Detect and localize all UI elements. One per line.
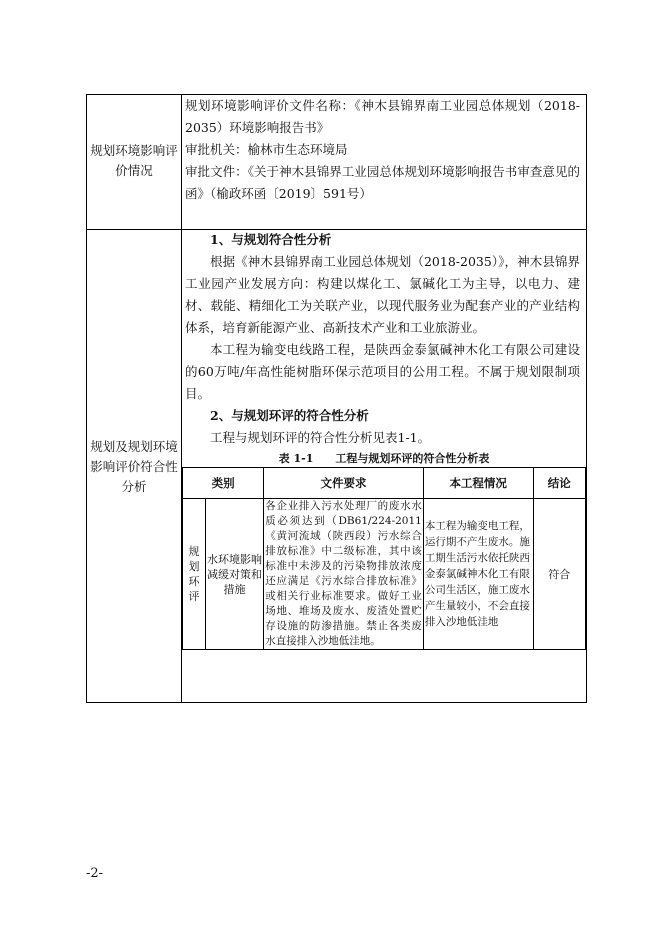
plan-file-name: 规划环境影响评价文件名称：《神木县锦界南工业园总体规划（2018-2035）环境影响报告书》 bbox=[185, 98, 580, 135]
section2-content bbox=[182, 229, 586, 650]
cell-conclusion: 符合 bbox=[533, 499, 585, 650]
section1-content bbox=[182, 95, 586, 205]
table-row bbox=[183, 499, 586, 650]
page-number: -2- bbox=[86, 866, 104, 881]
section1-label: 规划环境影响评价情况 bbox=[90, 143, 178, 178]
compliance-table bbox=[182, 467, 586, 650]
para-plan-direction: 根据《神木县锦界南工业园总体规划（2018-2035）》，神木县锦界工业园产业发展方向：构建以煤化工、氯碱化工为主导，以电力、建材、载能、精细化工为关联产业，以现代服务业为配套产业的产业结构体系，培育新能源产业、高新技术产业和工业旅游业。 bbox=[185, 254, 580, 335]
cell-project: 本工程为输变电工程，运行期不产生废水。施工期生活污水依托陕西金泰氯碱神木化工有限公司生活区，施工废水产生量较小，不会直接排入沙地低洼地 bbox=[423, 499, 533, 650]
header-conclusion: 结论 bbox=[533, 468, 585, 499]
section2-label: 规划及规划环境影响评价符合性分析 bbox=[90, 439, 178, 494]
heading-eia-compliance: 2、与规划环评的符合性分析 bbox=[210, 408, 369, 423]
header-category: 类别 bbox=[183, 468, 264, 499]
document-table bbox=[86, 94, 587, 703]
table-header-row bbox=[183, 468, 586, 499]
category-main-text: 规划环评 bbox=[188, 545, 200, 603]
heading-plan-compliance: 1、与规划符合性分析 bbox=[210, 232, 332, 247]
para-table-ref: 工程与规划环评的符合性分析见表1-1。 bbox=[210, 430, 431, 445]
table-caption: 表 1-1 工程与规划环评的符合性分析表 bbox=[278, 452, 490, 465]
header-project: 本工程情况 bbox=[423, 468, 533, 499]
cell-requirement: 各企业排入污水处理厂的废水水质必须达到（DB61/224-2011《黄河流域（陕西段）污水综合排放标准》中二级标准，其中该标准中未涉及的污染物排放浓度还应满足《污水综合排放标准》或相关行业标准要求。做好工业场地、堆场及废水、废渣处置贮存设施的防渗措施。禁止各类废水直接排入沙地低洼地。 bbox=[264, 499, 424, 650]
header-requirement: 文件要求 bbox=[264, 468, 424, 499]
cell-category-main bbox=[183, 499, 206, 650]
approval-authority: 审批机关：榆林市生态环境局 bbox=[185, 142, 348, 157]
cell-category-sub: 水环境影响减缓对策和措施 bbox=[205, 499, 263, 650]
approval-document: 审批文件：《关于神木县锦界工业园总体规划环境影响报告书审查意见的函》（榆政环函〔2019〕591号） bbox=[185, 164, 580, 201]
para-project-desc: 本工程为输变电线路工程，是陕西金泰氯碱神木化工有限公司建设的60万吨/年高性能树脂环保示范项目的公用工程。不属于规划限制项目。 bbox=[185, 342, 580, 401]
